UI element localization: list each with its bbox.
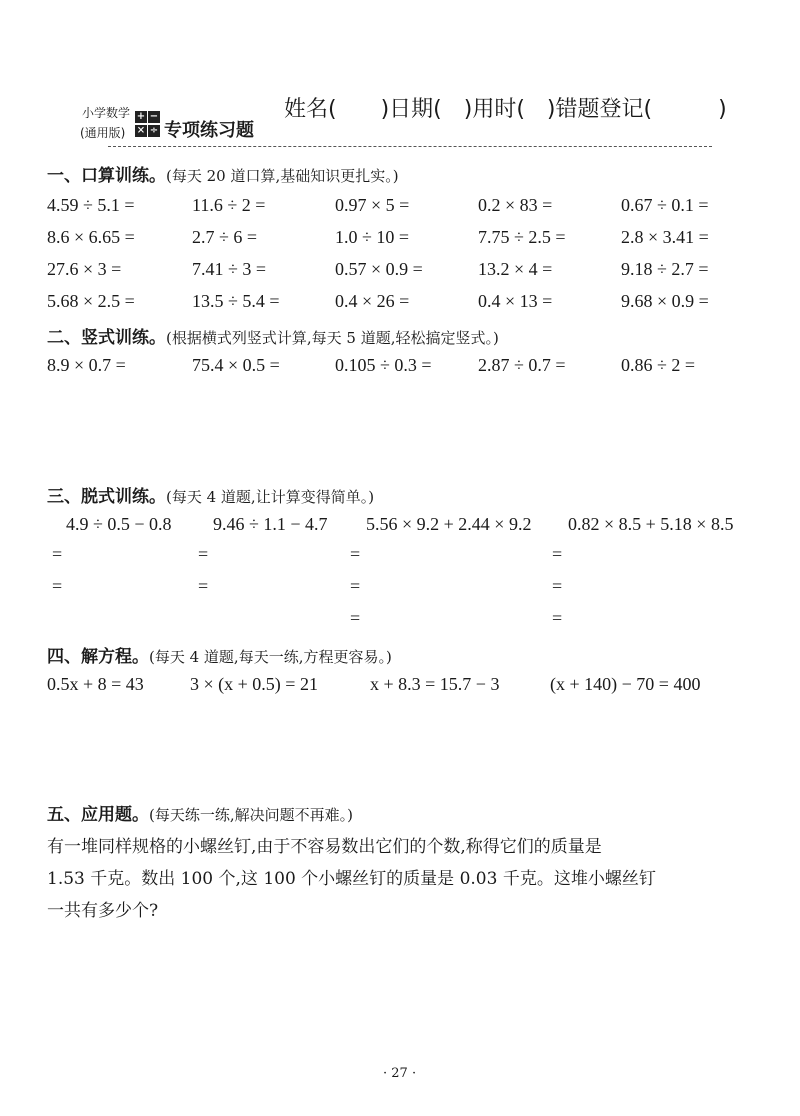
problem: 0.4 × 26 =	[335, 291, 410, 311]
problem: 0.57 × 0.9 =	[335, 259, 423, 279]
equals-sign: =	[552, 544, 563, 564]
problem: 11.6 ÷ 2 =	[192, 195, 266, 215]
plus-icon: +	[136, 111, 146, 122]
problem: 75.4 × 0.5 =	[192, 355, 280, 375]
section-4-heading	[47, 642, 392, 667]
brand-edition: (通用版)	[80, 126, 126, 140]
section-5-note: (每天练一练,解决问题不再难。)	[149, 806, 353, 824]
problem: 0.82 × 8.5 + 5.18 × 8.5	[568, 514, 734, 534]
equals-sign: =	[350, 608, 361, 628]
problem: 7.75 ÷ 2.5 =	[478, 227, 566, 247]
section-1-title: 一、口算训练。	[47, 166, 166, 186]
word-problem-line: 一共有多少个?	[47, 901, 159, 921]
problem: 2.8 × 3.41 =	[621, 227, 709, 247]
section-3-heading	[47, 482, 374, 507]
section-2-heading	[47, 323, 499, 348]
problem: 0.86 ÷ 2 =	[621, 355, 696, 375]
section-4-note: (每天 4 道题,每天一练,方程更容易。)	[149, 648, 392, 666]
equals-sign: =	[52, 544, 63, 564]
section-4-title: 四、解方程。	[47, 647, 149, 667]
problem: 5.68 × 2.5 =	[47, 291, 135, 311]
problem: 7.41 ÷ 3 =	[192, 259, 267, 279]
section-5-title: 五、应用题。	[47, 805, 149, 825]
student-info-fields: 姓名( )日期( )用时( )错题登记( )	[284, 97, 727, 122]
equation: (x + 140) − 70 = 400	[550, 674, 701, 694]
problem: 1.0 ÷ 10 =	[335, 227, 410, 247]
equation: 0.5x + 8 = 43	[47, 674, 144, 694]
section-3-title: 三、脱式训练。	[47, 487, 166, 507]
section-2-note: (根据横式列竖式计算,每天 5 道题,轻松搞定竖式。)	[166, 329, 499, 347]
problem: 27.6 × 3 =	[47, 259, 122, 279]
equation: 3 × (x + 0.5) = 21	[190, 674, 318, 694]
equals-sign: =	[552, 608, 563, 628]
header-divider	[108, 146, 712, 147]
section-3-note: (每天 4 道题,让计算变得简单。)	[166, 488, 375, 506]
section-5-heading	[47, 800, 353, 825]
problem: 0.4 × 13 =	[478, 291, 553, 311]
problem: 0.97 × 5 =	[335, 195, 410, 215]
worksheet-title: 专项练习题	[164, 120, 254, 141]
problem: 2.87 ÷ 0.7 =	[478, 355, 566, 375]
problem: 4.9 ÷ 0.5 − 0.8	[66, 514, 172, 534]
problem: 9.68 × 0.9 =	[621, 291, 709, 311]
page-number: · 27 ·	[383, 1066, 417, 1081]
problem: 0.2 × 83 =	[478, 195, 553, 215]
equals-sign: =	[350, 576, 361, 596]
problem: 9.18 ÷ 2.7 =	[621, 259, 709, 279]
problem: 9.46 ÷ 1.1 − 4.7	[213, 514, 328, 534]
section-1-note: (每天 20 道口算,基础知识更扎实。)	[166, 167, 399, 185]
multiply-icon: ×	[136, 125, 146, 136]
problem: 8.6 × 6.65 =	[47, 227, 135, 247]
problem: 13.2 × 4 =	[478, 259, 553, 279]
minus-icon: −	[149, 111, 159, 122]
problem: 5.56 × 9.2 + 2.44 × 9.2	[366, 514, 532, 534]
equals-sign: =	[198, 576, 209, 596]
equals-sign: =	[198, 544, 209, 564]
equals-sign: =	[552, 576, 563, 596]
word-problem-line: 1.53 千克。数出 100 个,这 100 个小螺丝钉的质量是 0.03 千克。这堆小螺丝钉	[47, 869, 656, 889]
brand-label: 小学数学	[82, 106, 131, 120]
equals-sign: =	[52, 576, 63, 596]
section-2-title: 二、竖式训练。	[47, 328, 166, 348]
problem: 0.105 ÷ 0.3 =	[335, 355, 432, 375]
problem: 2.7 ÷ 6 =	[192, 227, 258, 247]
problem: 4.59 ÷ 5.1 =	[47, 195, 135, 215]
divide-icon: ÷	[149, 125, 159, 136]
problem: 13.5 ÷ 5.4 =	[192, 291, 280, 311]
operator-logo	[135, 104, 163, 136]
equals-sign: =	[350, 544, 361, 564]
word-problem-line: 有一堆同样规格的小螺丝钉,由于不容易数出它们的个数,称得它们的质量是	[47, 837, 602, 857]
section-1-heading	[47, 161, 399, 186]
equation: x + 8.3 = 15.7 − 3	[370, 674, 500, 694]
problem: 0.67 ÷ 0.1 =	[621, 195, 709, 215]
problem: 8.9 × 0.7 =	[47, 355, 126, 375]
